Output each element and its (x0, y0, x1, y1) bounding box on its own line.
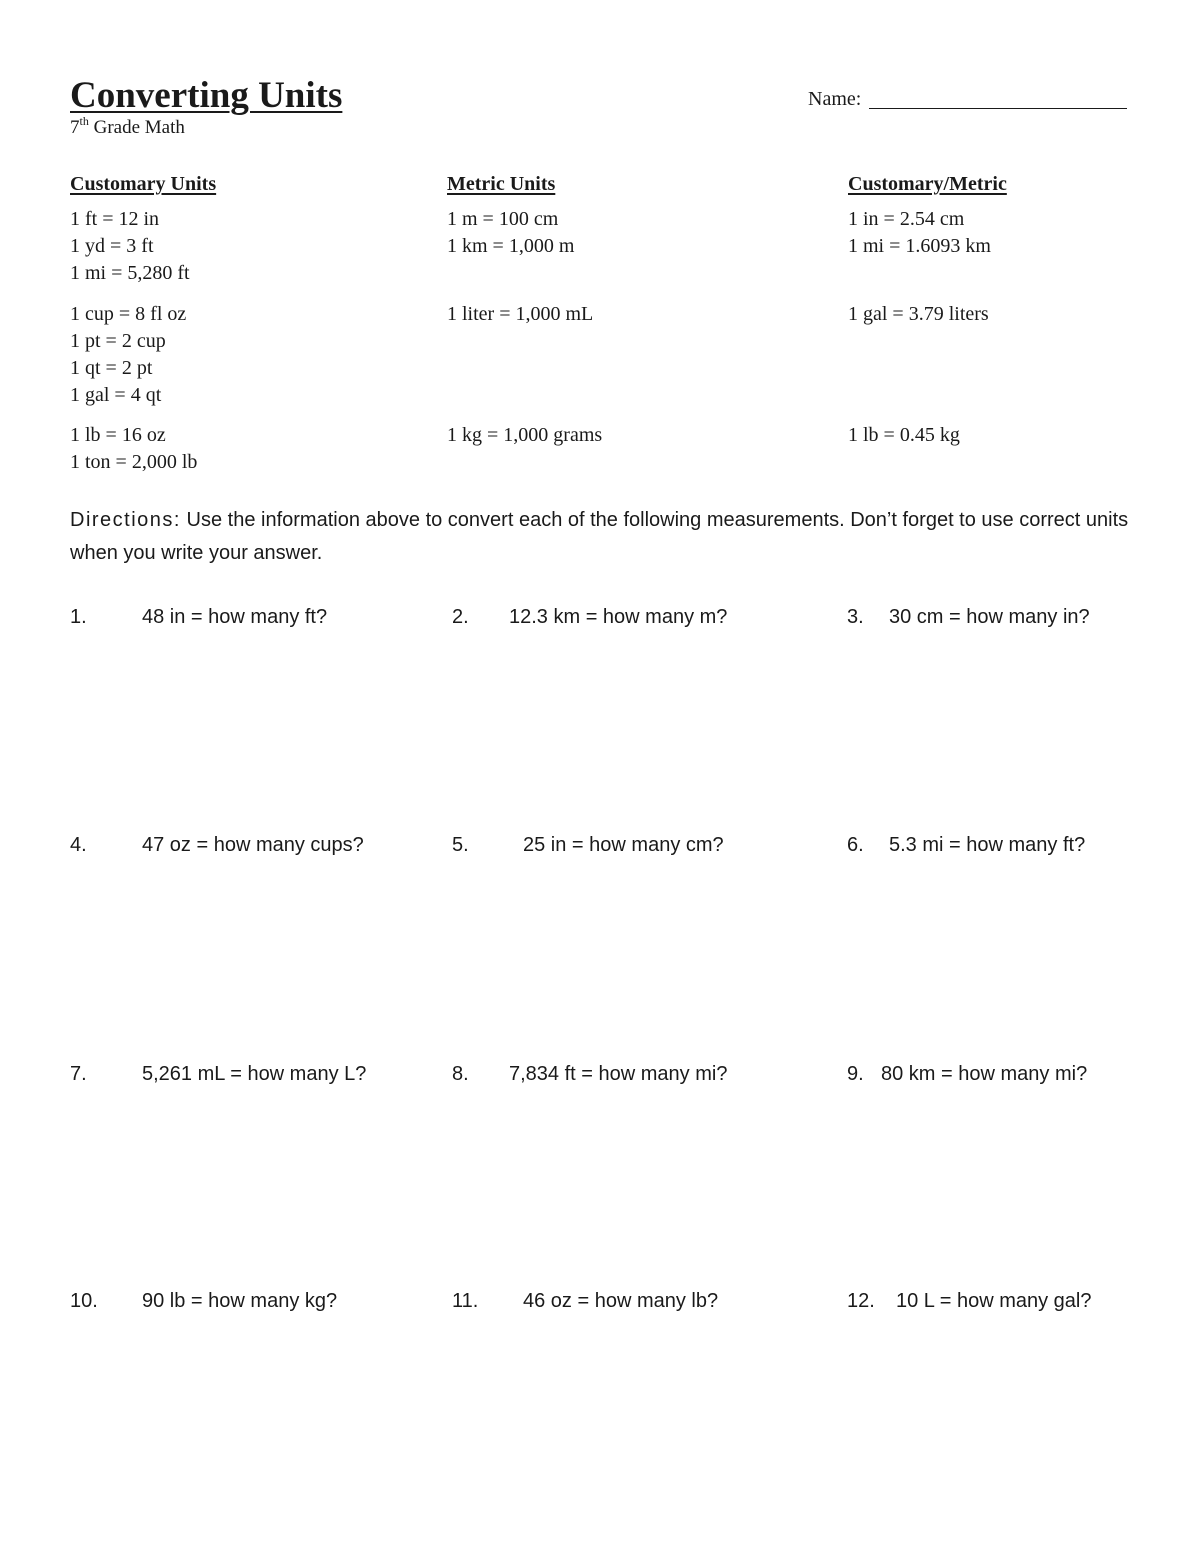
conversion-line: 1 kg = 1,000 grams (447, 424, 603, 446)
question-text: 30 cm = how many in? (889, 606, 1090, 628)
question-number: 4. (70, 834, 87, 856)
directions-text: Use the information above to convert each of the following measurements. Don’t forget to use correct units when you write your answer. (70, 509, 1129, 564)
conversion-line: 1 lb = 16 oz (70, 424, 166, 446)
metric-weight-group (447, 422, 602, 449)
customary-weight-group (70, 422, 197, 476)
conversion-line: 1 gal = 4 qt (70, 384, 162, 406)
customary-volume-group (70, 301, 186, 409)
cross-weight-group (848, 422, 960, 449)
directions-label: Directions: (70, 509, 181, 531)
grade-superscript: th (79, 114, 89, 128)
question-number: 7. (70, 1063, 87, 1085)
question-text: 25 in = how many cm? (523, 834, 724, 856)
conversion-line: 1 ton = 2,000 lb (70, 451, 198, 473)
question-text: 90 lb = how many kg? (142, 1290, 338, 1312)
heading-metric-units: Metric Units (447, 173, 556, 195)
metric-volume-group (447, 301, 593, 328)
question-number: 6. (847, 834, 864, 856)
question-number: 3. (847, 606, 864, 628)
grade-text: Grade Math (88, 117, 185, 138)
question-number: 5. (452, 834, 469, 856)
conversion-line: 1 pt = 2 cup (70, 330, 166, 352)
question-text: 47 oz = how many cups? (142, 834, 364, 856)
question-text: 10 L = how many gal? (896, 1290, 1092, 1312)
cross-volume-group (848, 301, 989, 328)
conversion-line: 1 qt = 2 pt (70, 357, 153, 379)
question-text: 46 oz = how many lb? (523, 1290, 719, 1312)
conversion-line: 1 cup = 8 fl oz (70, 303, 187, 325)
question-text: 12.3 km = how many m? (509, 606, 728, 628)
question-number: 12. (847, 1290, 875, 1312)
question-number: 2. (452, 606, 469, 628)
conversion-line: 1 ft = 12 in (70, 208, 160, 230)
grade-number: 7 (70, 117, 80, 138)
conversion-line: 1 gal = 3.79 liters (848, 303, 989, 325)
conversion-line: 1 in = 2.54 cm (848, 208, 965, 230)
metric-length-group (447, 206, 574, 260)
question-text: 48 in = how many ft? (142, 606, 328, 628)
conversion-line: 1 mi = 5,280 ft (70, 262, 190, 284)
cross-length-group (848, 206, 991, 260)
grade-subtitle (70, 114, 185, 139)
name-label: Name: (808, 88, 862, 110)
question-text: 7,834 ft = how many mi? (509, 1063, 728, 1085)
question-number: 8. (452, 1063, 469, 1085)
directions-paragraph (70, 504, 1140, 570)
name-field[interactable] (869, 108, 1127, 109)
heading-customary-metric: Customary/Metric (848, 173, 1007, 195)
question-number: 11. (452, 1290, 479, 1312)
question-text: 80 km = how many mi? (881, 1063, 1088, 1085)
heading-customary-units: Customary Units (70, 173, 217, 195)
question-number: 10. (70, 1290, 98, 1312)
page-title: Converting Units (70, 75, 343, 116)
conversion-line: 1 m = 100 cm (447, 208, 559, 230)
conversion-line: 1 yd = 3 ft (70, 235, 154, 257)
conversion-line: 1 km = 1,000 m (447, 235, 575, 257)
conversion-line: 1 lb = 0.45 kg (848, 424, 960, 446)
question-text: 5.3 mi = how many ft? (889, 834, 1086, 856)
conversion-line: 1 mi = 1.6093 km (848, 235, 991, 257)
conversion-line: 1 liter = 1,000 mL (447, 303, 594, 325)
question-number: 9. (847, 1063, 864, 1085)
customary-length-group (70, 206, 190, 287)
question-text: 5,261 mL = how many L? (142, 1063, 367, 1085)
question-number: 1. (70, 606, 87, 628)
